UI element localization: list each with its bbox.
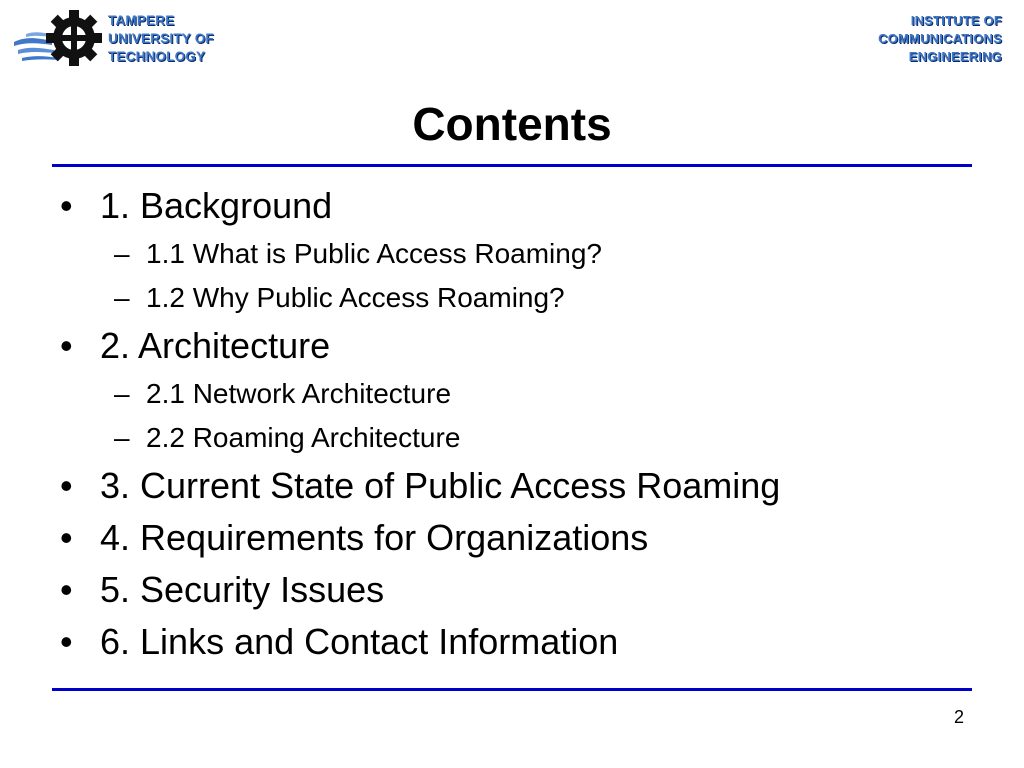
university-logo — [12, 8, 252, 70]
bullet-glyph: • — [60, 465, 73, 506]
sub-list-item-label: 2.1 Network Architecture — [146, 378, 452, 409]
list-item-label: 2. Architecture — [100, 325, 331, 366]
page-number: 2 — [953, 707, 964, 727]
sub-list-item — [60, 416, 960, 460]
list-item-label: 1. Background — [100, 185, 333, 226]
sub-list-item — [60, 276, 960, 320]
bullet-glyph: • — [60, 325, 73, 366]
sub-list-item — [60, 372, 960, 416]
list-item — [60, 512, 960, 564]
list-item — [60, 320, 960, 372]
dash-glyph: – — [114, 238, 130, 269]
list-item — [60, 460, 960, 512]
list-item-label: 4. Requirements for Organizations — [100, 517, 649, 558]
institute-name-line: COMMUNICATIONS — [878, 31, 1002, 46]
dash-glyph: – — [114, 378, 130, 409]
sub-list-item-label: 2.2 Roaming Architecture — [146, 422, 461, 453]
footer-divider — [52, 688, 972, 691]
dash-glyph: – — [114, 422, 130, 453]
list-item-label: 6. Links and Contact Information — [100, 621, 619, 662]
list-item — [60, 616, 960, 668]
bullet-glyph: • — [60, 569, 73, 610]
institute-name-line: INSTITUTE OF — [910, 13, 1002, 28]
university-name-line: TECHNOLOGY — [108, 49, 206, 64]
list-item — [60, 180, 960, 232]
sub-list-item-label: 1.2 Why Public Access Roaming? — [146, 282, 565, 313]
university-name — [108, 12, 214, 66]
university-name-line: TAMPERE — [108, 13, 175, 28]
sub-list-item — [60, 232, 960, 276]
list-item — [60, 564, 960, 616]
list-item-label: 5. Security Issues — [100, 569, 385, 610]
gear-logo-icon — [12, 8, 108, 70]
slide-title: Contents — [412, 98, 612, 150]
contents-list — [60, 180, 960, 668]
title-divider — [52, 164, 972, 167]
university-name-line: UNIVERSITY OF — [108, 31, 214, 46]
bullet-glyph: • — [60, 517, 73, 558]
institute-name-line: ENGINEERING — [908, 49, 1002, 64]
sub-list-item-label: 1.1 What is Public Access Roaming? — [146, 238, 602, 269]
dash-glyph: – — [114, 282, 130, 313]
institute-name — [878, 12, 1002, 66]
bullet-glyph: • — [60, 185, 73, 226]
bullet-glyph: • — [60, 621, 73, 662]
list-item-label: 3. Current State of Public Access Roaming — [100, 465, 781, 506]
